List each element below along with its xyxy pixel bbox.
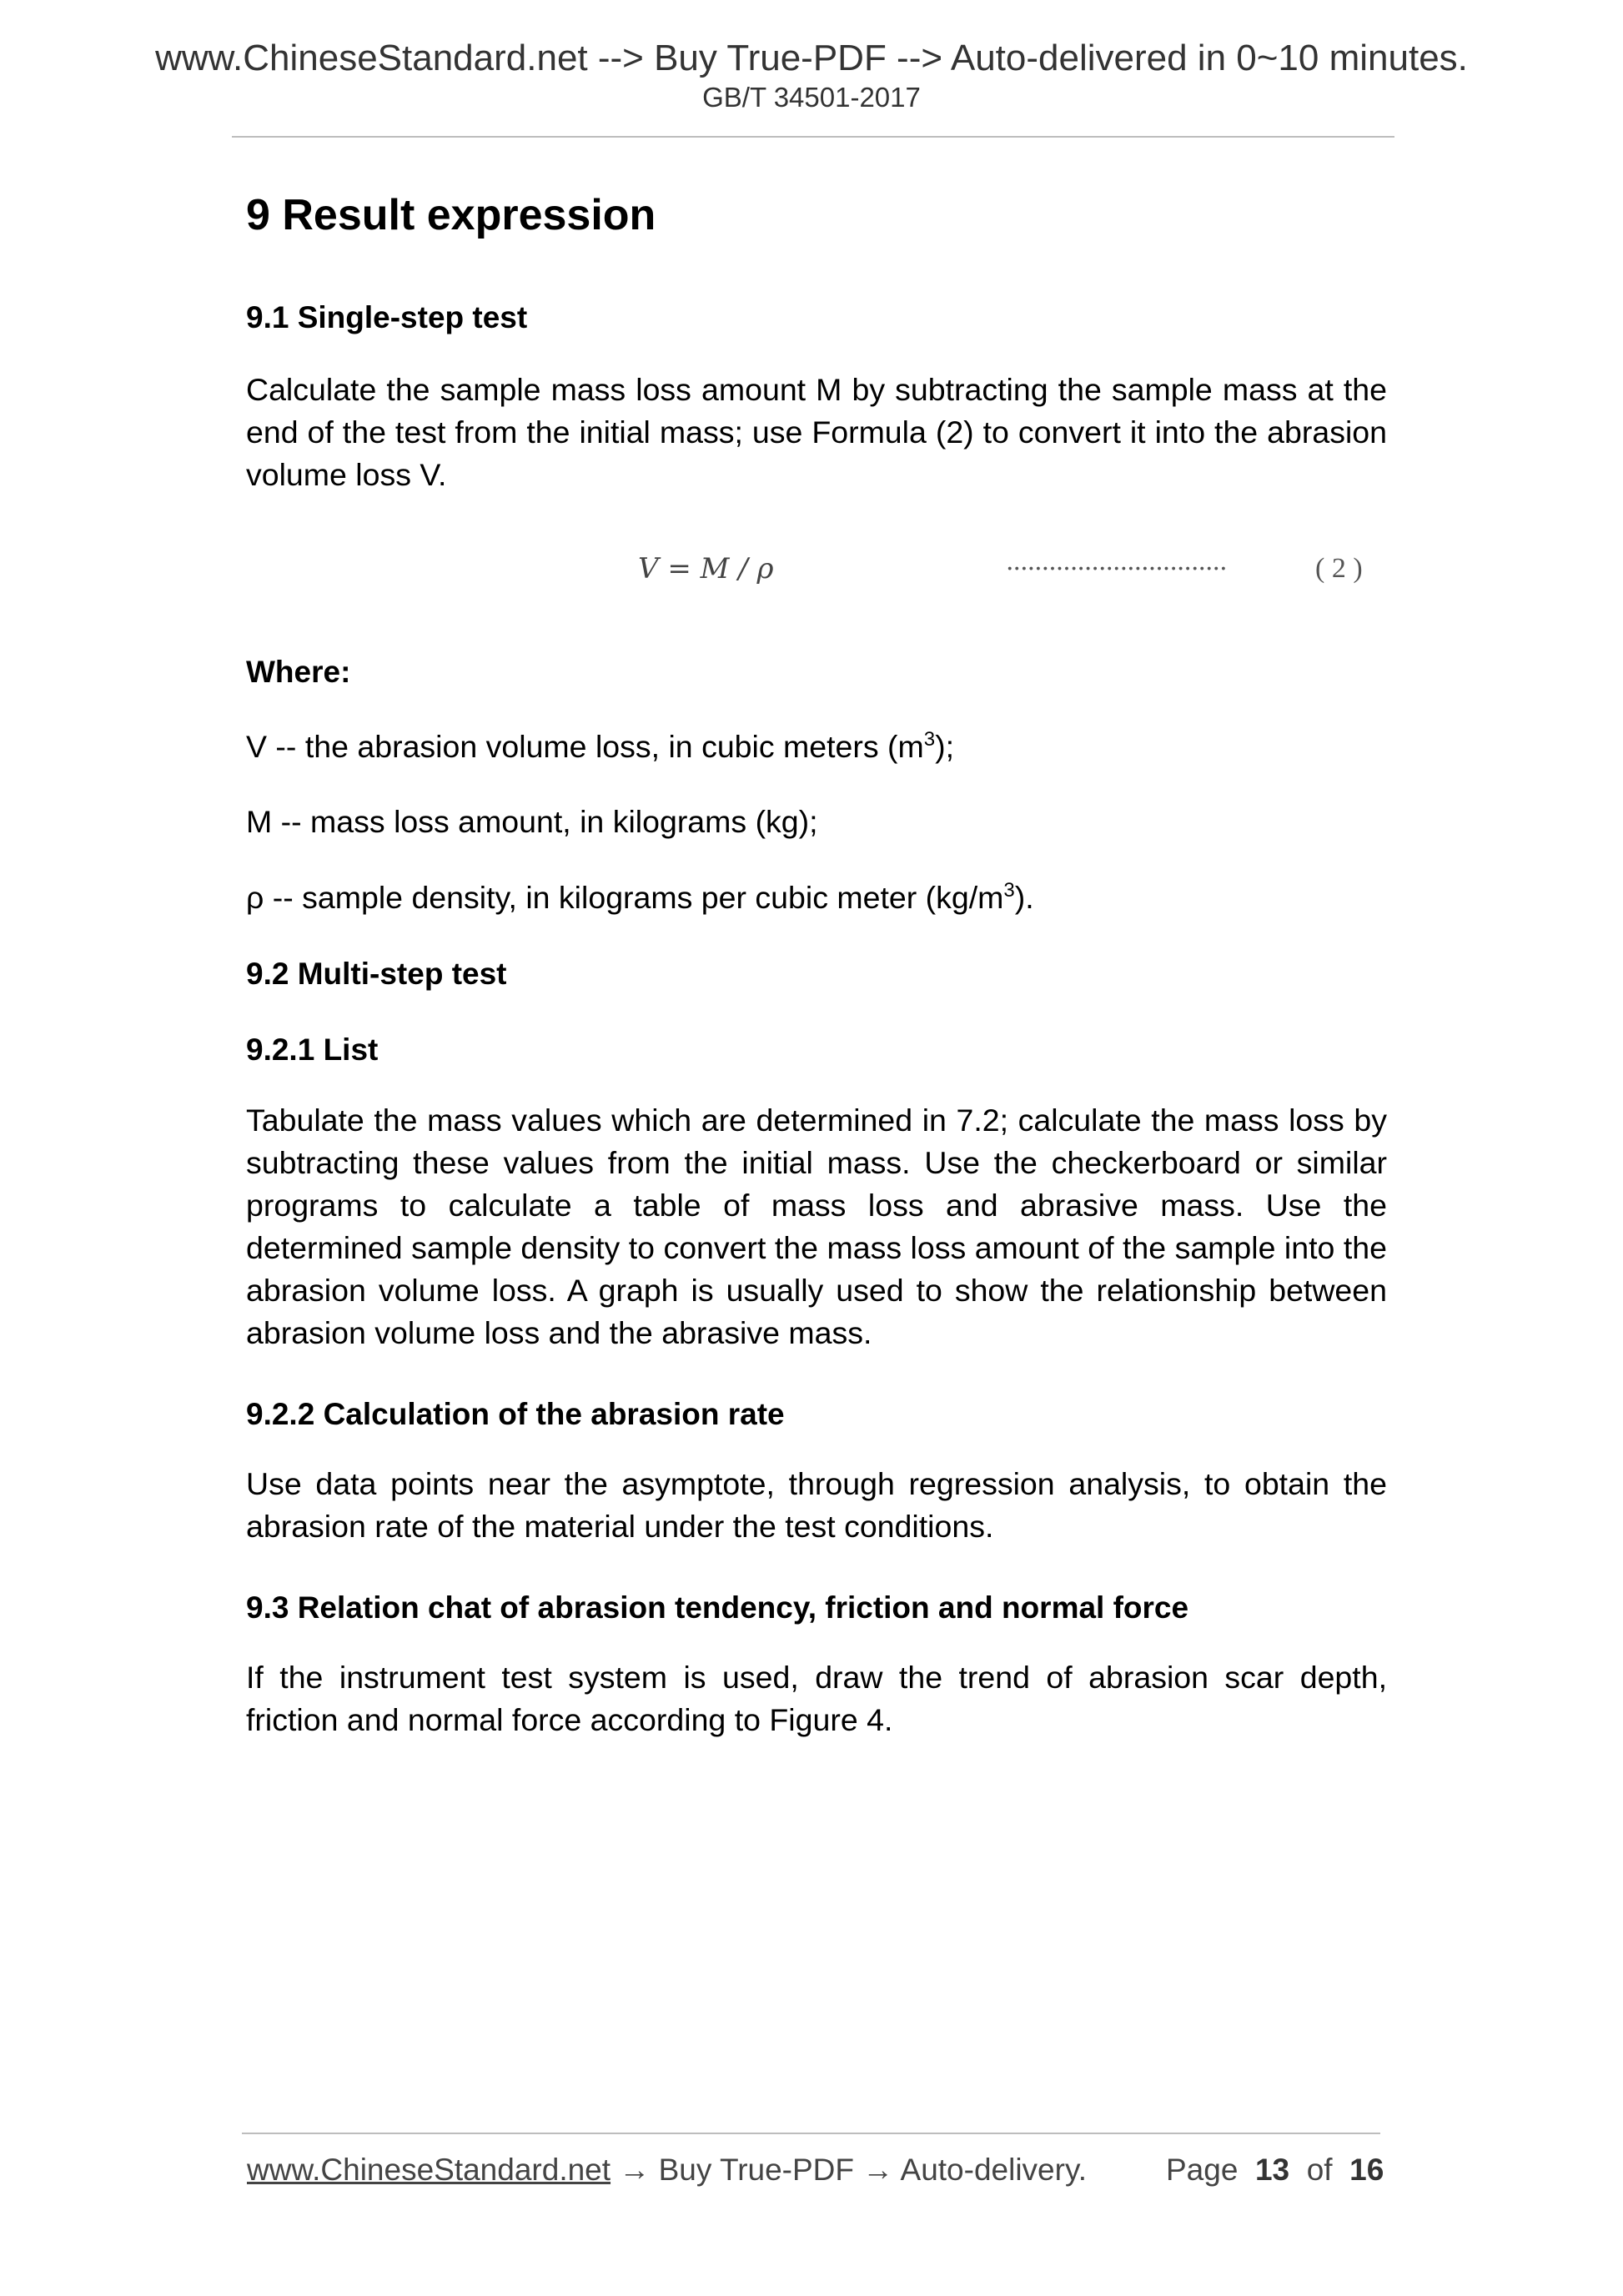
page-indicator <box>1166 2154 1384 2185</box>
page-of: of <box>1306 2153 1333 2187</box>
subsection-9-3-paragraph: If the instrument test system is used, draw the trend of abrasion scar depth, friction and normal force according to Figure 4. <box>246 1660 1387 1737</box>
site-banner: www.ChineseStandard.net --> Buy True-PDF --> Auto-delivered in 0~10 minutes. <box>155 38 1468 78</box>
definition-rho-text: ρ -- sample density, in kilograms per cubic meter (kg/m <box>246 880 1004 915</box>
footer-site-link[interactable]: www.ChineseStandard.net <box>247 2153 611 2187</box>
definition-rho-end: ). <box>1014 880 1034 915</box>
definition-v-superscript: 3 <box>923 728 936 751</box>
header-divider <box>232 136 1394 138</box>
section-title: 9 Result expression <box>246 191 656 239</box>
where-label: Where: <box>246 655 351 689</box>
document-code: GB/T 34501-2017 <box>702 82 921 113</box>
subsection-9-1-paragraph: Calculate the sample mass loss amount M by subtracting the sample mass at the end of the test from the initial mass; use Formula (2) to convert it into the abrasion volume loss V. <box>246 372 1387 492</box>
definition-v <box>246 728 955 764</box>
subsection-9-1-title: 9.1 Single-step test <box>246 300 528 334</box>
subsection-9-2-2-title: 9.2.2 Calculation of the abrasion rate <box>246 1397 785 1431</box>
definition-v-end: ); <box>935 729 955 764</box>
page-label: Page <box>1166 2153 1239 2187</box>
footer-promo <box>247 2154 1087 2185</box>
definition-m: M -- mass loss amount, in kilograms (kg); <box>246 804 818 839</box>
page-total: 16 <box>1349 2153 1384 2187</box>
definition-v-text: V -- the abrasion volume loss, in cubic meters (m <box>246 729 924 764</box>
formula-number: ( 2 ) <box>1315 553 1363 584</box>
subsection-9-3-title: 9.3 Relation chat of abrasion tendency, friction and normal force <box>246 1590 1189 1625</box>
formula-leader-dots: ······························· <box>1006 555 1227 584</box>
subsection-9-2-1-title: 9.2.1 List <box>246 1032 379 1067</box>
subsection-9-2-title: 9.2 Multi-step test <box>246 957 507 991</box>
page-current: 13 <box>1254 2153 1290 2187</box>
definition-rho-superscript: 3 <box>1003 879 1015 902</box>
footer-promo-text: → Buy True-PDF → Auto-delivery. <box>611 2153 1087 2187</box>
definition-rho <box>246 879 1034 915</box>
footer-divider <box>242 2133 1380 2134</box>
subsection-9-2-1-paragraph: Tabulate the mass values which are determined in 7.2; calculate the mass loss by subtracting these values from the initial mass. Use the checkerboard or similar programs to calculate a table of mass loss and abrasive mass. Use the determined sample density to convert the mass loss amount of the sample into the abrasion volume loss. A graph is usually used to show the relationship between abrasion volume loss and the abrasive mass. <box>246 1103 1387 1350</box>
formula-2: V = M / ρ <box>638 552 774 585</box>
subsection-9-2-2-paragraph: Use data points near the asymptote, through regression analysis, to obtain the abrasion rate of the material under the test conditions. <box>246 1466 1387 1544</box>
